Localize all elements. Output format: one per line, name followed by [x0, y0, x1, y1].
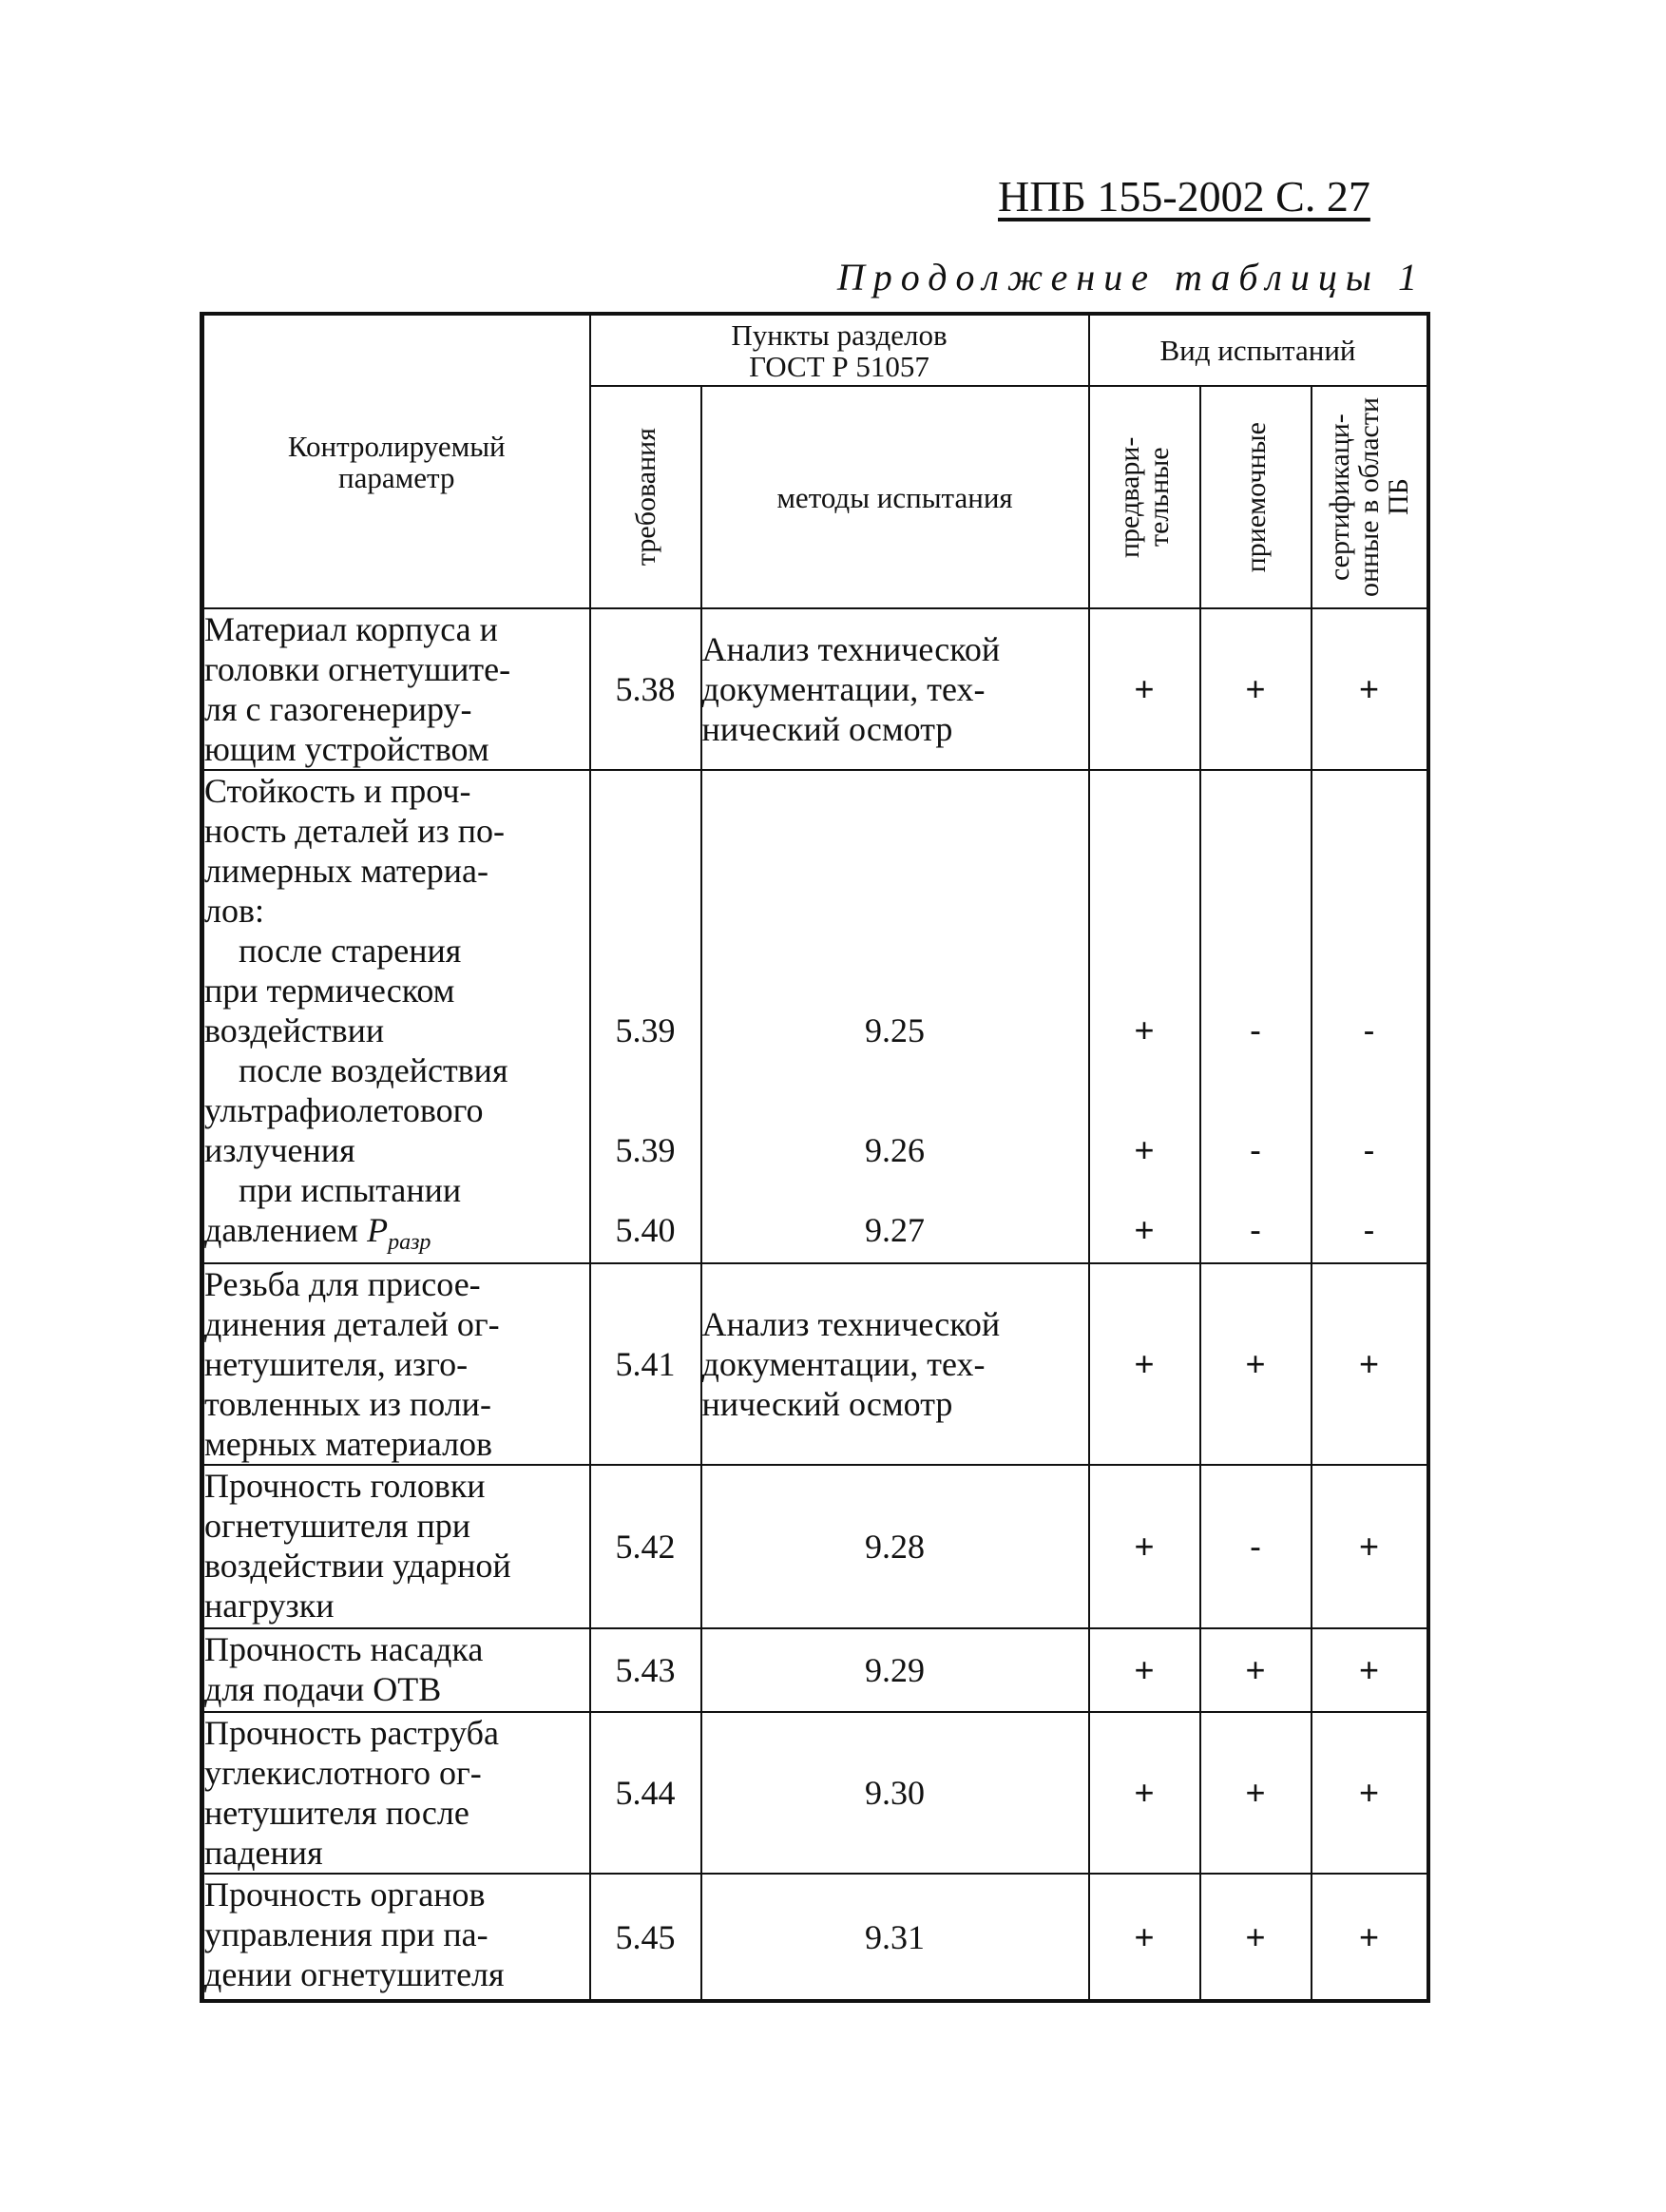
param-text: Резьба для присое-	[204, 1265, 481, 1304]
sub-mark: -	[1363, 1130, 1375, 1169]
requirement-cell: 5.42	[590, 1465, 701, 1628]
param-text	[204, 1210, 589, 1262]
sub-mark: -	[1363, 1010, 1375, 1049]
method-cell: 9.31	[701, 1874, 1089, 2001]
param-text: ность деталей из по-	[204, 812, 506, 850]
sub-method: 9.25	[865, 1011, 925, 1049]
mark-certification: +	[1312, 1263, 1428, 1465]
param-text: дении огнетушителя	[204, 1955, 505, 1994]
requirement-cell: 5.43	[590, 1628, 701, 1712]
param-text: излучения	[204, 1131, 355, 1169]
mark-certification: +	[1312, 608, 1428, 770]
mark-preliminary: +	[1089, 1712, 1200, 1874]
param-text: воздействии ударной	[204, 1547, 511, 1586]
method-cell	[701, 1263, 1089, 1465]
method-text: Анализ технической	[701, 1305, 1001, 1344]
param-text: воздействии	[204, 1011, 385, 1049]
param-text: Прочность органов	[204, 1875, 486, 1914]
param-text: Прочность насадка	[204, 1630, 484, 1669]
method-text: Анализ технической	[701, 630, 1001, 668]
param-text: нетушителя после	[204, 1794, 469, 1833]
sub-requirement: 5.39	[615, 1131, 676, 1169]
mark-preliminary: +	[1089, 1465, 1200, 1628]
param-text: ющим устройством	[204, 730, 489, 768]
param-text: Стойкость и проч-	[204, 772, 471, 810]
sub-method: 9.26	[865, 1131, 925, 1169]
sub-mark: +	[1134, 1210, 1155, 1249]
mark-acceptance	[1200, 770, 1312, 1263]
table-row	[202, 770, 1428, 1263]
table-row	[202, 1465, 1428, 1628]
param-text: Прочность раструба	[204, 1714, 499, 1753]
mark-acceptance: +	[1200, 1874, 1312, 2001]
param-text: Прочность головки	[204, 1467, 486, 1506]
header-test-types: Вид испытаний	[1089, 314, 1428, 386]
requirement-cell: 5.45	[590, 1874, 701, 2001]
method-text: нический осмотр	[701, 710, 953, 748]
mark-preliminary: +	[1089, 1628, 1200, 1712]
mark-certification: +	[1312, 1465, 1428, 1628]
mark-preliminary: +	[1089, 608, 1200, 770]
param-text: для подачи ОТВ	[204, 1670, 442, 1709]
param-text: Материал корпуса и	[204, 610, 498, 648]
param-text: лов:	[204, 892, 264, 930]
header-methods: методы испытания	[701, 386, 1089, 608]
table-row	[202, 1263, 1428, 1465]
table-row	[202, 608, 1428, 770]
sub-mark: +	[1134, 1010, 1155, 1049]
param-cell	[202, 608, 590, 770]
sub-mark: -	[1250, 1130, 1262, 1169]
param-text: нетушителя, изго-	[204, 1345, 469, 1384]
mark-acceptance: +	[1200, 1628, 1312, 1712]
mark-acceptance: -	[1200, 1465, 1312, 1628]
header-param: Контролируемый параметр	[202, 314, 590, 608]
sub-mark: +	[1134, 1130, 1155, 1169]
sub-mark: -	[1250, 1210, 1262, 1249]
param-text: мерных материалов	[204, 1425, 493, 1464]
table-row	[202, 1628, 1428, 1712]
param-cell	[202, 1628, 590, 1712]
sub-mark: -	[1250, 1010, 1262, 1049]
requirement-cell: 5.38	[590, 608, 701, 770]
param-cell	[202, 1712, 590, 1874]
mark-certification: +	[1312, 1874, 1428, 2001]
param-text: ля с газогенериру-	[204, 690, 472, 728]
mark-acceptance: +	[1200, 1263, 1312, 1465]
mark-acceptance: +	[1200, 1712, 1312, 1874]
method-cell: 9.30	[701, 1712, 1089, 1874]
param-cell	[202, 1874, 590, 2001]
sub-mark: -	[1363, 1210, 1375, 1249]
header-preliminary: предвари-тельные	[1089, 386, 1200, 608]
page-header: НПБ 155-2002 С. 27	[998, 172, 1370, 221]
header-requirements: требования	[590, 386, 701, 608]
param-text: при термическом	[204, 971, 455, 1010]
param-text: лимерных материа-	[204, 852, 488, 890]
param-text: углекислотного ог-	[204, 1754, 482, 1793]
param-cell	[202, 1465, 590, 1628]
param-text: головки огнетушите-	[204, 650, 511, 688]
param-text: нагрузки	[204, 1587, 335, 1625]
param-text: после старения	[239, 932, 462, 970]
method-text: документации, тех-	[701, 670, 986, 708]
mark-preliminary: +	[1089, 1874, 1200, 2001]
mark-preliminary: +	[1089, 1263, 1200, 1465]
mark-certification	[1312, 770, 1428, 1263]
mark-certification: +	[1312, 1712, 1428, 1874]
param-text: динения деталей ог-	[204, 1305, 500, 1344]
mark-acceptance: +	[1200, 608, 1312, 770]
param-text: при испытании	[239, 1171, 462, 1209]
header-certification: сертификаци-онные в области ПБ	[1312, 386, 1428, 608]
pressure-symbol: P	[367, 1211, 389, 1249]
param-cell	[202, 1263, 590, 1465]
requirement-cell: 5.44	[590, 1712, 701, 1874]
requirement-cell: 5.41	[590, 1263, 701, 1465]
param-text: товленных из поли-	[204, 1385, 491, 1424]
method-cell	[701, 608, 1089, 770]
header-acceptance: приемочные	[1200, 386, 1312, 608]
param-cell	[202, 770, 590, 1263]
table-row	[202, 1874, 1428, 2001]
method-cell: 9.28	[701, 1465, 1089, 1628]
mark-preliminary	[1089, 770, 1200, 1263]
method-text: нический осмотр	[701, 1385, 953, 1424]
param-text: огнетушителя при	[204, 1507, 471, 1546]
sub-requirement: 5.40	[615, 1211, 676, 1249]
method-cell	[701, 770, 1089, 1263]
requirement-cell	[590, 770, 701, 1263]
header-sections: Пункты разделов ГОСТ Р 51057	[590, 314, 1089, 386]
sub-method: 9.27	[865, 1211, 925, 1249]
param-text: падения	[204, 1834, 323, 1873]
param-text-prefix: давлением	[204, 1211, 368, 1249]
param-text: после воздействия	[239, 1051, 508, 1089]
method-cell: 9.29	[701, 1628, 1089, 1712]
sub-requirement: 5.39	[615, 1011, 676, 1049]
table-continuation-caption: Продолжение таблицы 1	[836, 256, 1426, 298]
table-row	[202, 1712, 1428, 1874]
data-table	[200, 312, 1430, 2003]
param-text: ультрафиолетового	[204, 1091, 484, 1129]
pressure-subscript: разр	[388, 1230, 431, 1256]
mark-certification: +	[1312, 1628, 1428, 1712]
param-text: управления при па-	[204, 1915, 488, 1954]
method-text: документации, тех-	[701, 1345, 986, 1384]
